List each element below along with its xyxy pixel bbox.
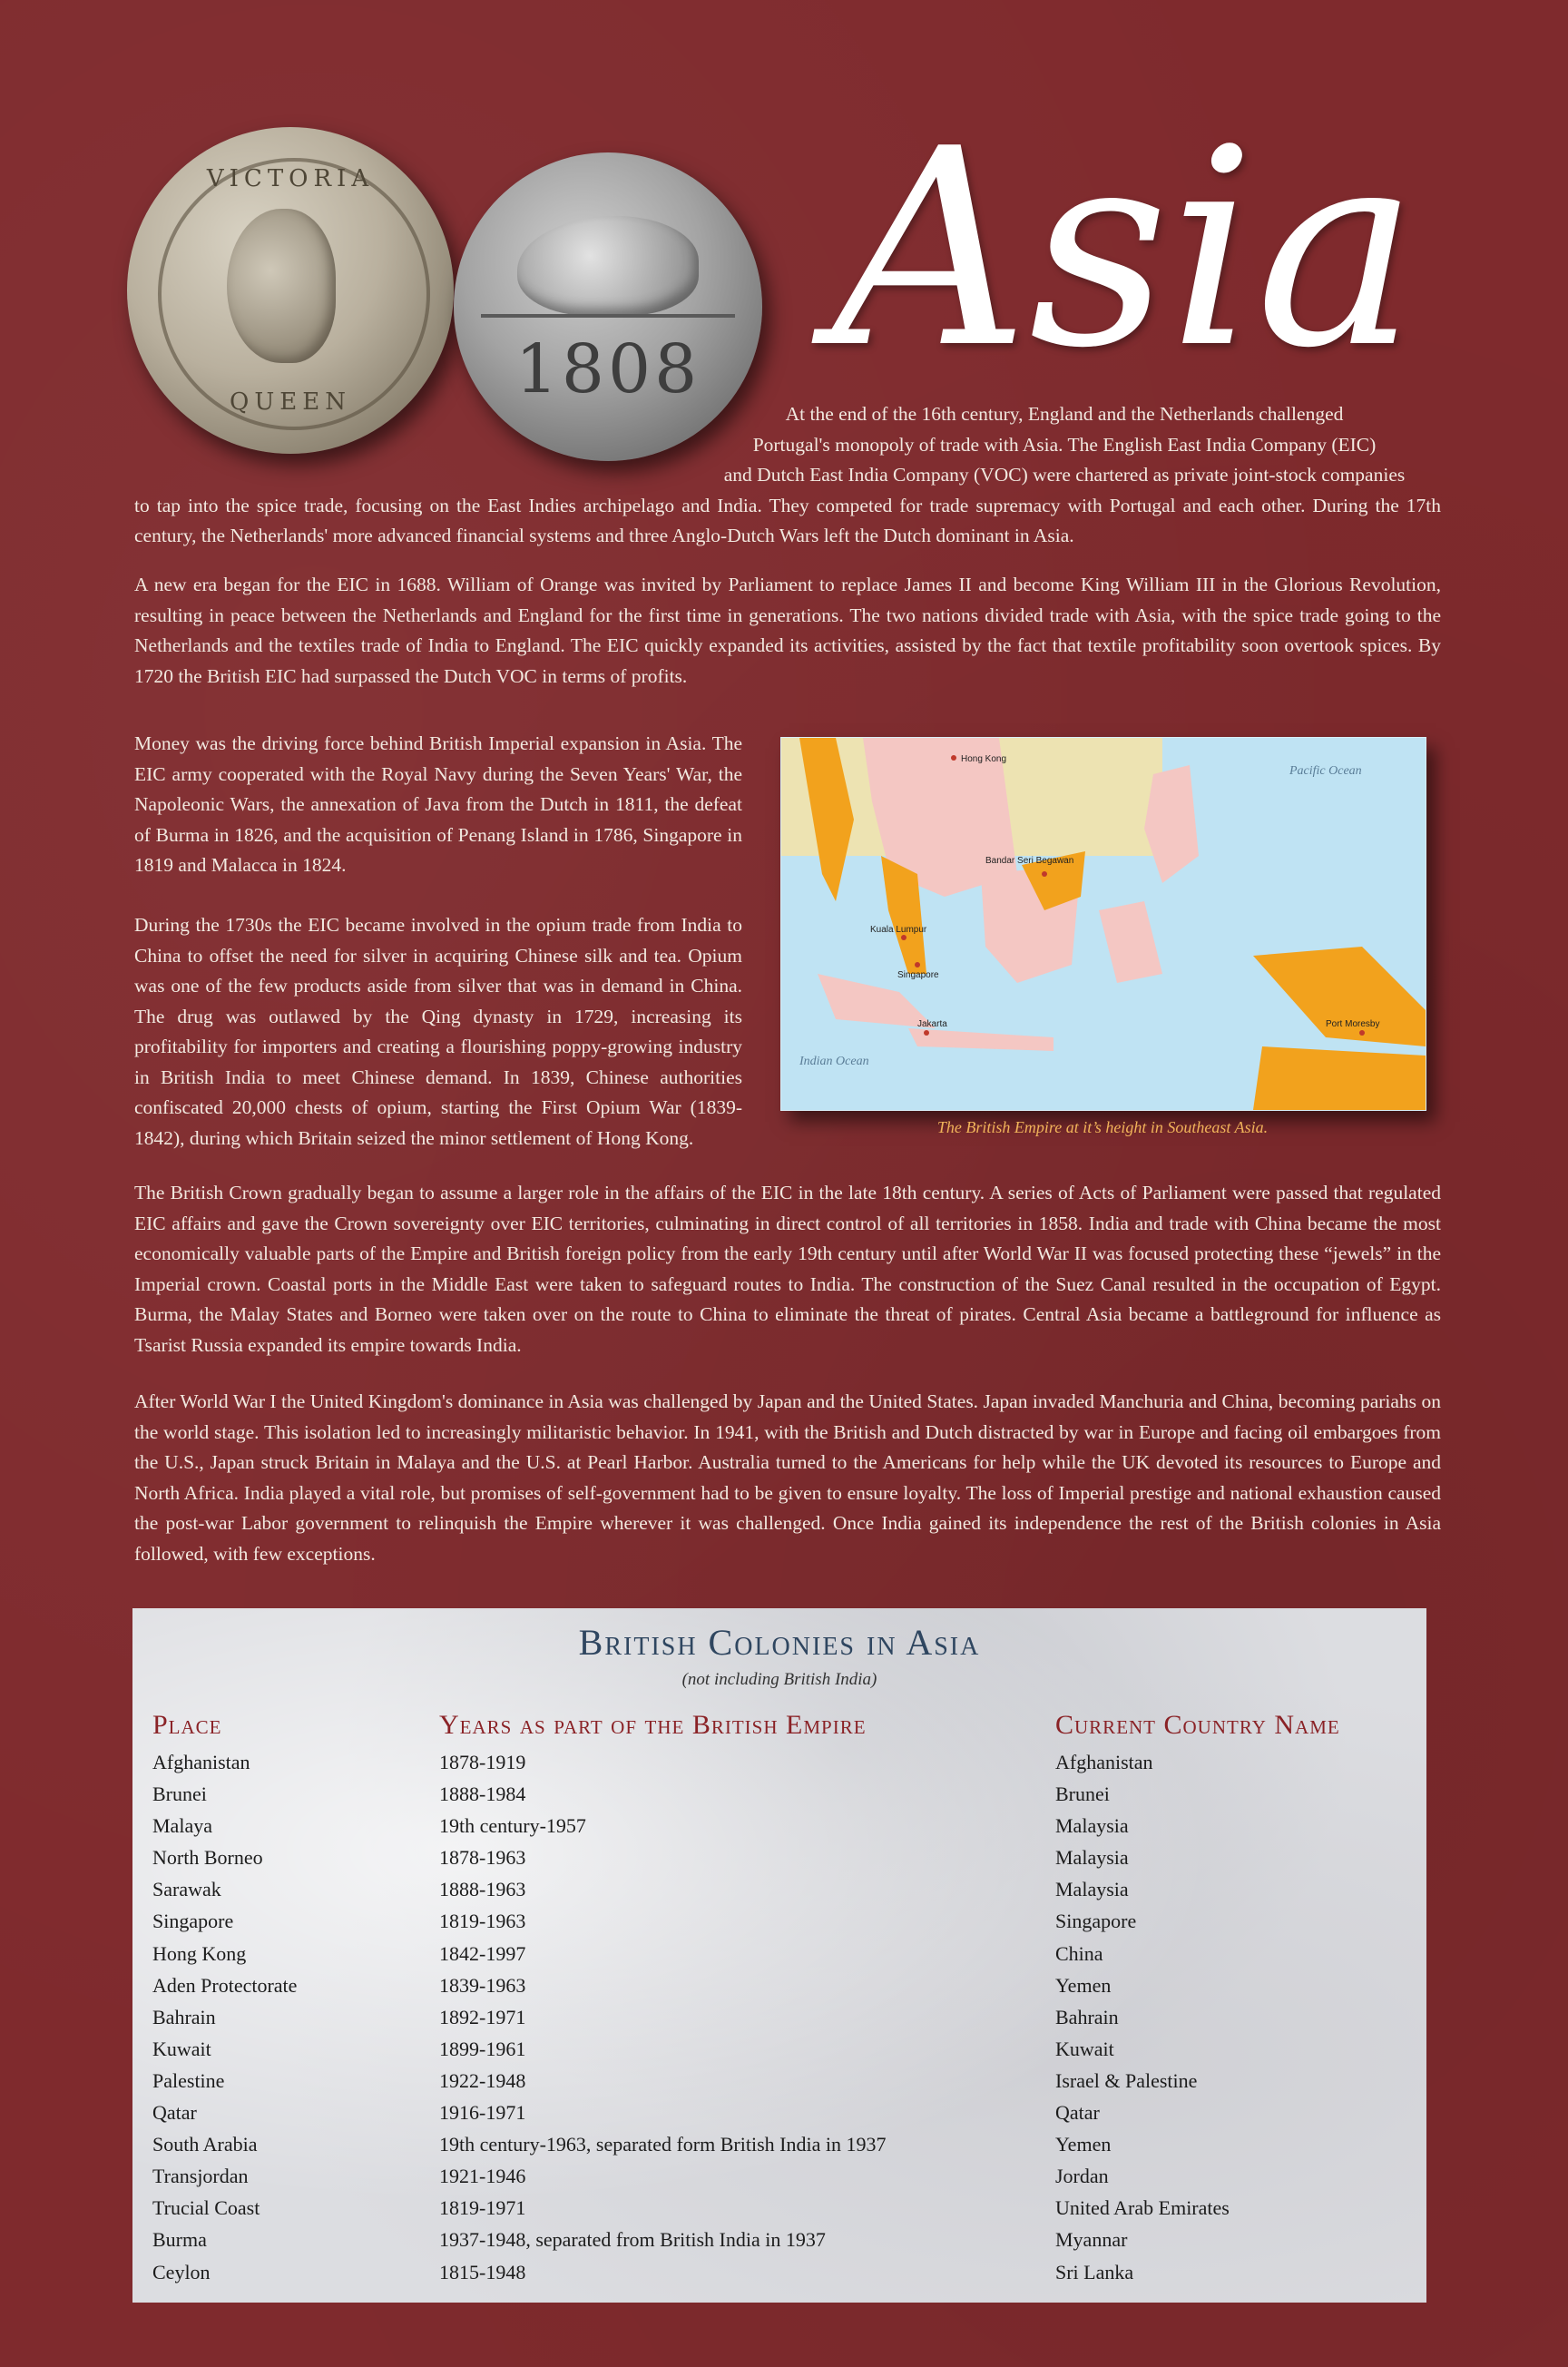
table-row bbox=[132, 2160, 1426, 2192]
map-marker-kuala-lumpur bbox=[901, 935, 906, 940]
cell-place: Singapore bbox=[152, 1910, 234, 1933]
table-row bbox=[132, 2128, 1426, 2160]
paragraph-post-war: After World War I the United Kingdom's dominance in Asia was challenged by Japan and the United States. Japan invaded Manchuria and China, becoming pariahs on the world stage. This isolation led to increasingly militaristic behavior. In 1941, with the British and Dutch distracted by war in Europe and facing oil embargoes from the U.S., Japan struck Britain in Malaya and the U.S. at Pearl Harbor. Australia turned to the Americans for help while the UK devoted its resources to Europe and North Africa. India played a vital role, but promises of self-government had to be given to ensure loyalty. The loss of Imperial prestige and national exhaustion caused the post-war Labor government to relinquish the Empire wherever it was challenged. Once India gained its independence the rest of the British colonies in Asia followed, with few exceptions. bbox=[134, 1390, 1441, 1565]
cell-country: Malaysia bbox=[1055, 1846, 1129, 1870]
cell-years: 1815-1948 bbox=[439, 2260, 526, 2284]
table-row bbox=[132, 2033, 1426, 2065]
cell-country: Jordan bbox=[1055, 2165, 1109, 2188]
column-header-years: Years as part of the British Empire bbox=[439, 1710, 867, 1740]
map-marker-bandar bbox=[1042, 871, 1047, 877]
paragraph-imperial-expansion: Money was the driving force behind British Imperial expansion in Asia. The EIC army cooperated with the Royal Navy during the Seven Years' War, the Napoleonic Wars, the annexation of Java from the Dutch in 1811, the defeat of Burma in 1826, and the acquisition of Penang Island in 1786, Singapore in 1819 and Malacca in 1824. bbox=[134, 732, 742, 876]
column-header-country: Current Country Name bbox=[1055, 1710, 1340, 1740]
table-row bbox=[132, 1778, 1426, 1810]
cell-country: Bahrain bbox=[1055, 2005, 1119, 2028]
cell-years: 1878-1963 bbox=[439, 1846, 526, 1870]
cell-country: Afghanistan bbox=[1055, 1751, 1153, 1773]
map-label-singapore: Singapore bbox=[897, 970, 939, 980]
table-row bbox=[132, 1810, 1426, 1842]
cell-country: Malaysia bbox=[1055, 1878, 1129, 1901]
table-row bbox=[132, 1969, 1426, 2001]
table-row bbox=[132, 2001, 1426, 2033]
map-caption: The British Empire at it’s height in Southeast Asia. bbox=[936, 1118, 1269, 1136]
map-marker-singapore bbox=[915, 962, 920, 967]
table-row bbox=[132, 1746, 1426, 1778]
cell-years: 1839-1963 bbox=[439, 1973, 526, 1997]
cell-place: Sarawak bbox=[152, 1878, 221, 1901]
table-row bbox=[132, 2065, 1426, 2097]
coin-legend-top: VICTORIA bbox=[206, 165, 375, 192]
map-marker-port-moresby bbox=[1359, 1030, 1365, 1036]
cell-country: United Arab Emirates bbox=[1055, 2196, 1230, 2220]
cell-place: Bahrain bbox=[152, 2005, 216, 2028]
cell-country: Kuwait bbox=[1055, 2037, 1114, 2060]
table-title: British Colonies in Asia bbox=[578, 1622, 981, 1663]
page-title: Asia bbox=[832, 91, 1418, 408]
table-subtitle: (not including British India) bbox=[681, 1670, 877, 1689]
cell-country: Brunei bbox=[1055, 1783, 1110, 1806]
cell-place: Afghanistan bbox=[152, 1751, 250, 1773]
cell-place: Transjordan bbox=[152, 2165, 249, 2188]
cell-years: 1819-1971 bbox=[439, 2196, 526, 2220]
cell-years: 19th century-1963, separated form British India in 1937 bbox=[439, 2133, 887, 2156]
intro-paragraph bbox=[134, 399, 1441, 552]
map-label-port-moresby: Port Moresby bbox=[1326, 1019, 1380, 1029]
map-svg bbox=[781, 738, 1426, 1110]
cell-country: Israel & Palestine bbox=[1055, 2068, 1198, 2092]
cell-place: Qatar bbox=[152, 2101, 197, 2125]
cell-years: 1888-1984 bbox=[439, 1783, 526, 1806]
paragraph-glorious-revolution: A new era began for the EIC in 1688. William of Orange was invited by Parliament to replace James II and become King William III in the Glorious Revolution, resulting in peace between the Netherlands and England for the first time in generations. The two nations divided trade with Asia, with the spice trade going to the Netherlands and the textiles trade of India to England. The EIC quickly expanded its activities, assisted by the fact that textile profitability soon overtook spices. By 1720 the British EIC had surpassed the Dutch VOC in terms of profits. bbox=[134, 574, 1441, 687]
table-row bbox=[132, 2256, 1426, 2288]
cell-country: Sri Lanka bbox=[1055, 2260, 1134, 2284]
table-row bbox=[132, 2192, 1426, 2224]
cell-place: Ceylon bbox=[152, 2260, 211, 2284]
cell-country: Yemen bbox=[1055, 1973, 1112, 1997]
cell-country: Malaysia bbox=[1055, 1814, 1129, 1838]
map-label-kuala-lumpur: Kuala Lumpur bbox=[870, 925, 927, 935]
map-label-jakarta: Jakarta bbox=[917, 1019, 947, 1029]
paragraph-crown-control: The British Crown gradually began to assume a larger role in the affairs of the EIC in the late 18th century. A series of Acts of Parliament were passed that regulated EIC affairs and gave the Crown sovereignty over EIC territories, culminating in direct control of all territories in 1858. India and trade with China became the most economically valuable parts of the Empire and British foreign policy from the early 19th century until after World War II was focused protecting these “jewels” in the Imperial crown. Coastal ports in the Middle East were taken to safeguard routes to India. The construction of the Suez Canal resulted in the occupation of Egypt. Burma, the Malay States and Borneo were taken over on the route to China to eliminate the threat of pirates. Central Asia became a battleground for influence as Tsarist Russia expanded its empire towards India. bbox=[134, 1182, 1441, 1356]
cell-country: China bbox=[1055, 1941, 1103, 1965]
table-row bbox=[132, 1938, 1426, 1969]
cell-years: 1922-1948 bbox=[439, 2068, 526, 2092]
cell-country: Qatar bbox=[1055, 2101, 1100, 2125]
cell-place: North Borneo bbox=[152, 1846, 263, 1870]
table-row bbox=[132, 2097, 1426, 2128]
table-row bbox=[132, 1842, 1426, 1873]
map-label-indian: Indian Ocean bbox=[799, 1055, 869, 1068]
cell-place: Palestine bbox=[152, 2068, 225, 2092]
colonies-table-panel bbox=[132, 1608, 1426, 2303]
cell-years: 1921-1946 bbox=[439, 2165, 526, 2188]
cell-years: 1892-1971 bbox=[439, 2005, 526, 2028]
cell-place: Malaya bbox=[152, 1814, 212, 1838]
cell-country: Singapore bbox=[1055, 1910, 1137, 1933]
cell-years: 19th century-1957 bbox=[439, 1814, 586, 1838]
cell-place: Hong Kong bbox=[152, 1941, 247, 1965]
cell-years: 1899-1961 bbox=[439, 2037, 526, 2060]
cell-place: Aden Protectorate bbox=[152, 1973, 298, 1997]
table-rows bbox=[132, 1746, 1426, 2288]
cell-place: Kuwait bbox=[152, 2037, 211, 2060]
table-row bbox=[132, 1873, 1426, 1905]
column-header-place: Place bbox=[152, 1710, 222, 1740]
cell-years: 1888-1963 bbox=[439, 1878, 526, 1901]
map-marker-hong-kong bbox=[951, 755, 956, 761]
map-label-pacific: Pacific Ocean bbox=[1289, 764, 1362, 778]
cell-years: 1842-1997 bbox=[439, 1941, 526, 1965]
map-australia bbox=[1253, 1046, 1426, 1110]
intro-lead-line-3: and Dutch East India Company (VOC) were chartered as private joint-stock companies bbox=[723, 464, 1406, 486]
intro-lead-line-1: At the end of the 16th century, England and the Netherlands challenged bbox=[785, 403, 1344, 425]
queen-bust bbox=[227, 209, 336, 363]
cell-years: 1819-1963 bbox=[439, 1910, 526, 1933]
cell-place: South Arabia bbox=[152, 2133, 258, 2156]
cell-place: Burma bbox=[152, 2228, 207, 2252]
cell-place: Brunei bbox=[152, 1783, 207, 1806]
cell-years: 1916-1971 bbox=[439, 2101, 526, 2125]
map-label-bandar: Bandar Seri Begawan bbox=[985, 856, 1074, 866]
intro-rest: to tap into the spice trade, focusing on the East Indies archipelago and India. They competed for trade supremacy with Portugal and each other. During the 17th century, the Netherlands' more advanced financial systems and three Anglo-Dutch Wars left the Dutch dominant in Asia. bbox=[134, 494, 1441, 546]
paragraph-opium-trade: During the 1730s the EIC became involved in the opium trade from India to China to offset the need for silver in acquiring Chinese silk and tea. Opium was one of the few products aside from silver that was in demand in China. The drug was outlawed by the Qing dynasty in 1729, increasing its profitability for importers and creating a flourishing poppy-growing industry in British India to meet Chinese demand. In 1839, Chinese authorities confiscated 20,000 chests of opium, starting the First Opium War (1839-1842), during which Britain seized the minor settlement of Hong Kong. bbox=[134, 914, 742, 1149]
cell-place: Trucial Coast bbox=[152, 2196, 260, 2220]
table-row bbox=[132, 1905, 1426, 1937]
intro-lead bbox=[688, 399, 1441, 491]
cell-country: Myannar bbox=[1055, 2228, 1128, 2252]
cell-years: 1878-1919 bbox=[439, 1751, 526, 1773]
table-row bbox=[132, 2224, 1426, 2255]
map-marker-jakarta bbox=[924, 1030, 929, 1036]
coin-exergue-line bbox=[481, 314, 735, 318]
coin-year: 1808 bbox=[514, 330, 701, 408]
cell-country: Yemen bbox=[1055, 2133, 1112, 2156]
coin-legend-bottom: QUEEN bbox=[230, 388, 351, 416]
intro-lead-line-2: Portugal's monopoly of trade with Asia. The English East India Company (EIC) bbox=[752, 433, 1377, 456]
map-label-hong-kong: Hong Kong bbox=[961, 754, 1007, 764]
cell-years: 1937-1948, separated from British India in 1937 bbox=[439, 2228, 826, 2252]
southeast-asia-map bbox=[780, 737, 1426, 1111]
elephant-figure bbox=[517, 216, 699, 316]
